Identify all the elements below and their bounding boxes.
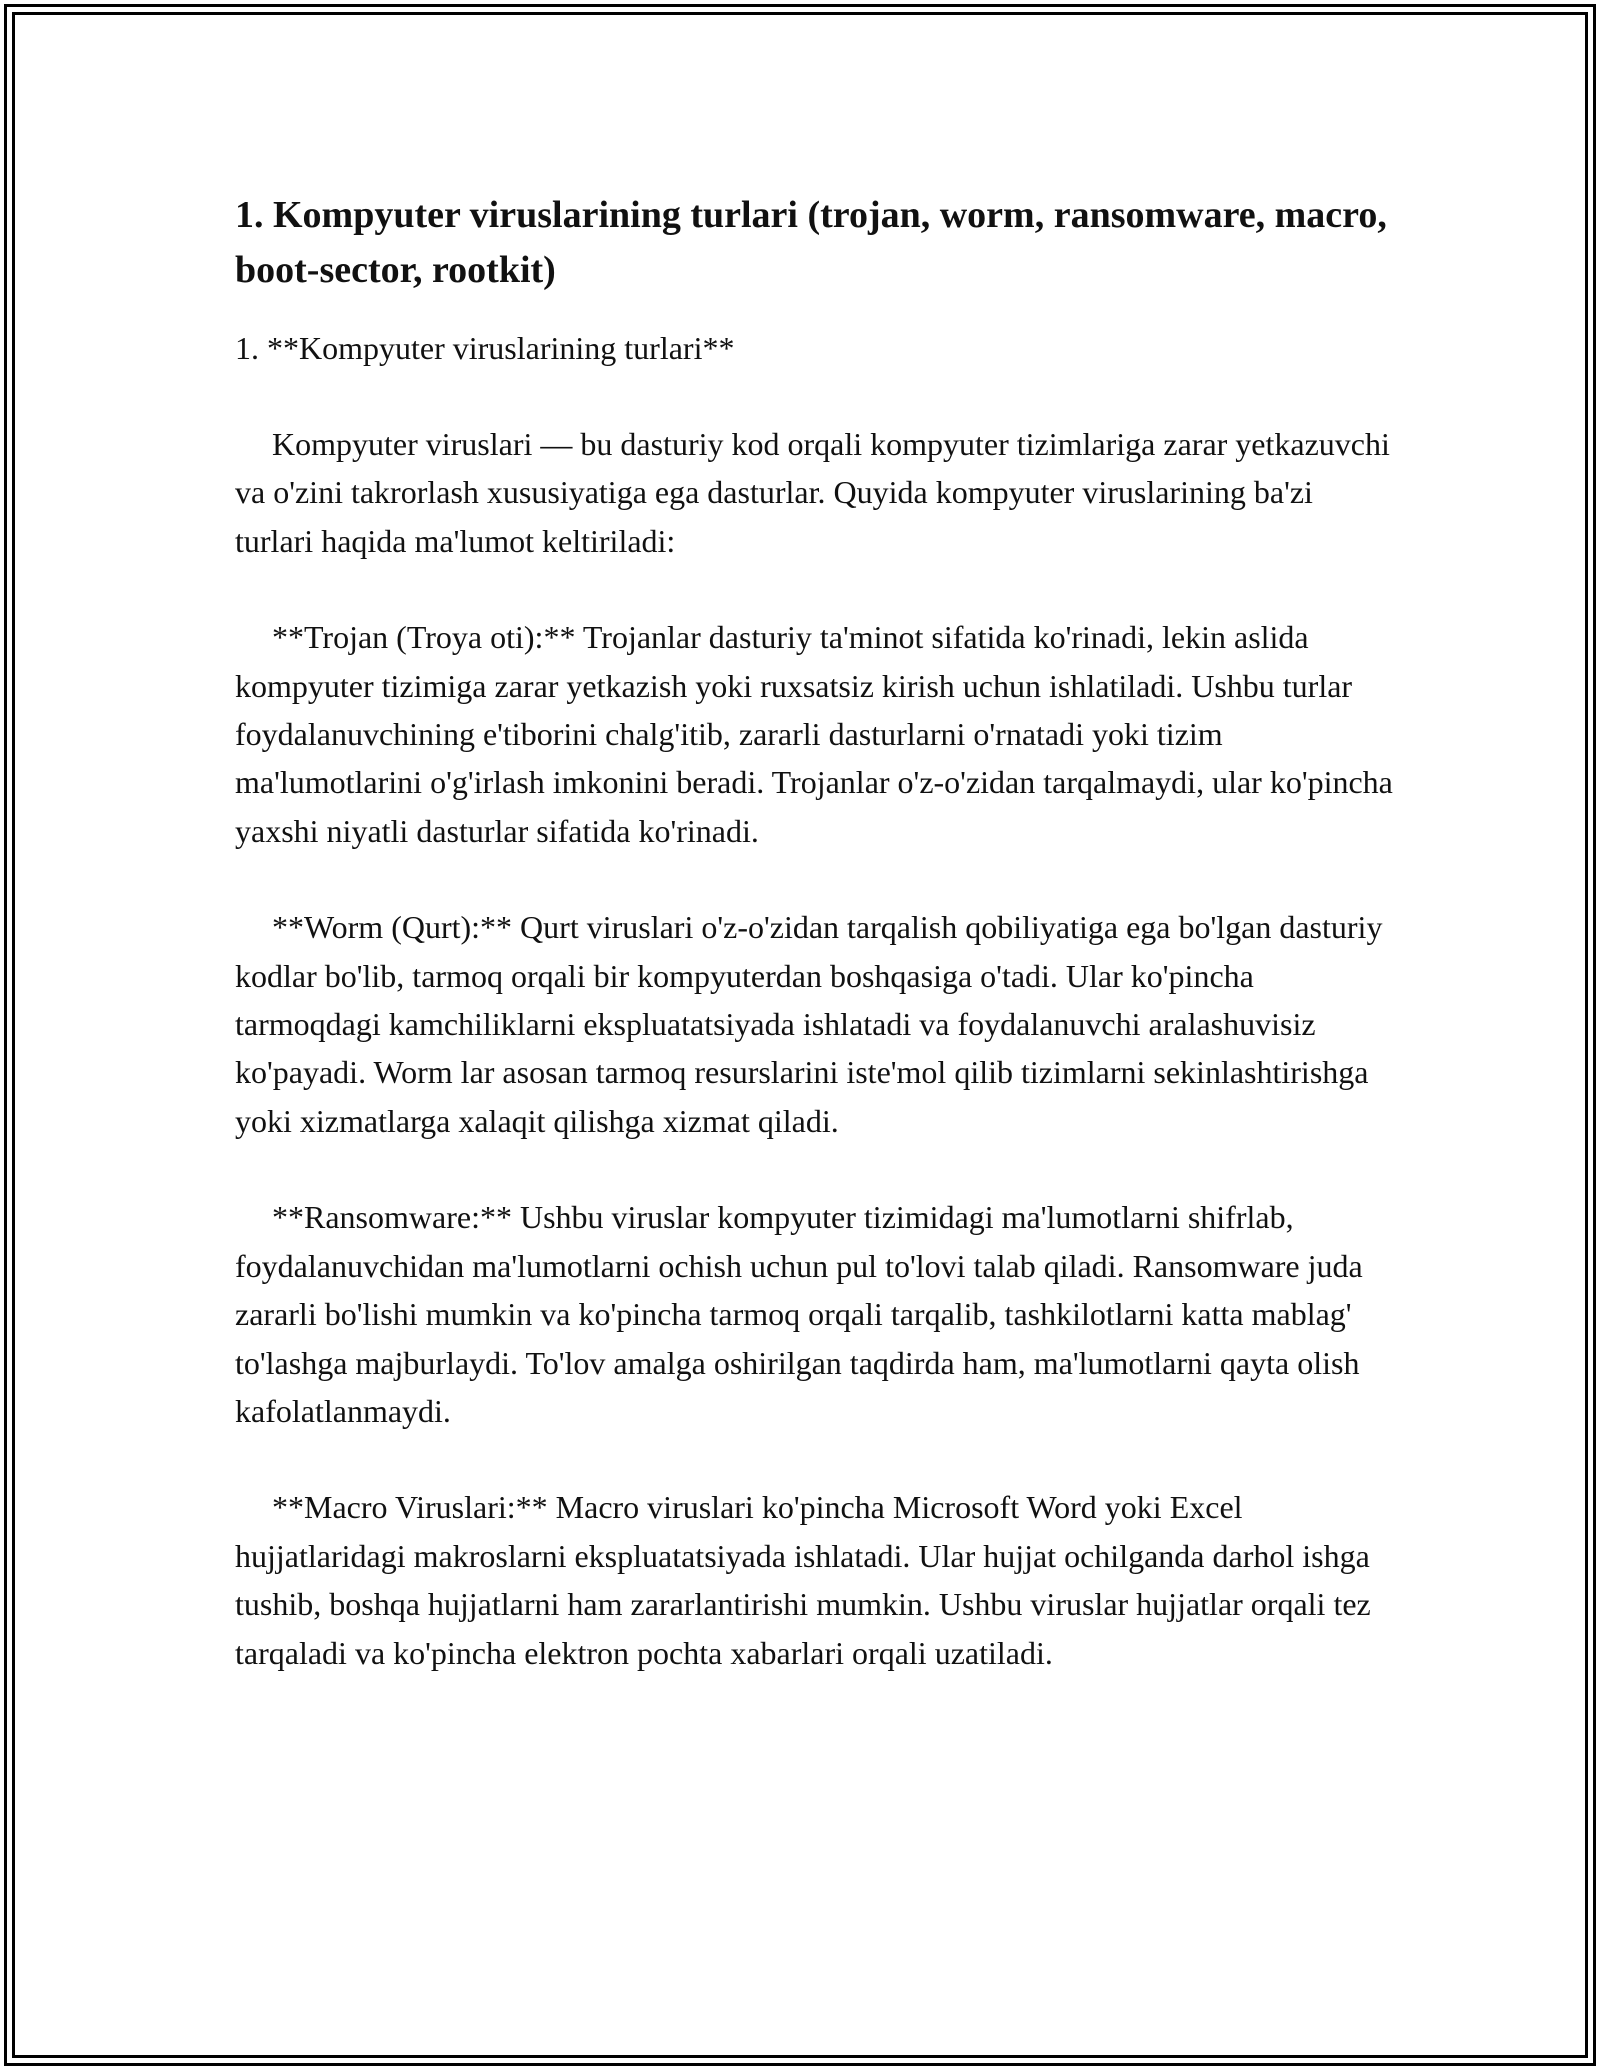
- document-title: 1. Kompyuter viruslarining turlari (trojan, worm, ransomware, macro, boot-sector, rootkit): [235, 194, 1387, 291]
- paragraph-ransomware: **Ransomware:** Ushbu viruslar kompyuter tizimidagi ma'lumotlarni shifrlab, foydalanuvchidan ma'lumotlarni ochish uchun pul to'lovi talab qiladi. Ransomware juda zararli bo'lishi mumkin va ko'pincha tarmoq orqali tarqalib, tashkilotlarni katta mablag' to'lashga majburlaydi. To'lov amalga oshirilgan taqdirda ham, ma'lumotlarni qayta olish kafolatlanmaydi.: [235, 1199, 1363, 1429]
- paragraph-trojan: **Trojan (Troya oti):** Trojanlar dasturiy ta'minot sifatida ko'rinadi, lekin aslida kompyuter tizimiga zarar yetkazish yoki ruxsatsiz kirish uchun ishlatiladi. Ushbu turlar foydalanuvchining e'tiborini chalg'itib, zararli dasturlarni o'rnatadi yoki tizim ma'lumotlarini o'g'irlash imkonini beradi. Trojanlar o'z-o'zidan tarqalmaydi, ular ko'pincha yaxshi niyatli dasturlar sifatida ko'rinadi.: [235, 619, 1393, 849]
- paragraph-worm: **Worm (Qurt):** Qurt viruslari o'z-o'zidan tarqalish qobiliyatiga ega bo'lgan dasturiy kodlar bo'lib, tarmoq orqali bir kompyuterdan boshqasiga o'tadi. Ular ko'pincha tarmoqdagi kamchiliklarni ekspluatatsiyada ishlatadi va foydalanuvchi aralashuvisiz ko'payadi. Worm lar asosan tarmoq resurslarini iste'mol qilib tizimlarni sekinlashtirishga yoki xizmatlarga xalaqit qilishga xizmat qiladi.: [235, 909, 1383, 1139]
- paragraph-intro: Kompyuter viruslari — bu dasturiy kod orqali kompyuter tizimlariga zarar yetkazuvchi va o'zini takrorlash xususiyatiga ega dasturlar. Quyida kompyuter viruslarining ba'zi turlari haqida ma'lumot keltiriladi:: [235, 426, 1390, 559]
- document-body: [235, 188, 1395, 1677]
- paragraph-macro: **Macro Viruslari:** Macro viruslari ko'pincha Microsoft Word yoki Excel hujjatlaridagi makroslarni ekspluatatsiyada ishlatadi. Ular hujjat ochilganda darhol ishga tushib, boshqa hujjatlarni ham zararlantirishi mumkin. Ushbu viruslar hujjatlar orqali tez tarqaladi va ko'pincha elektron pochta xabarlari orqali uzatiladi.: [235, 1489, 1371, 1671]
- section-subheading: 1. **Kompyuter viruslarining turlari**: [235, 330, 735, 366]
